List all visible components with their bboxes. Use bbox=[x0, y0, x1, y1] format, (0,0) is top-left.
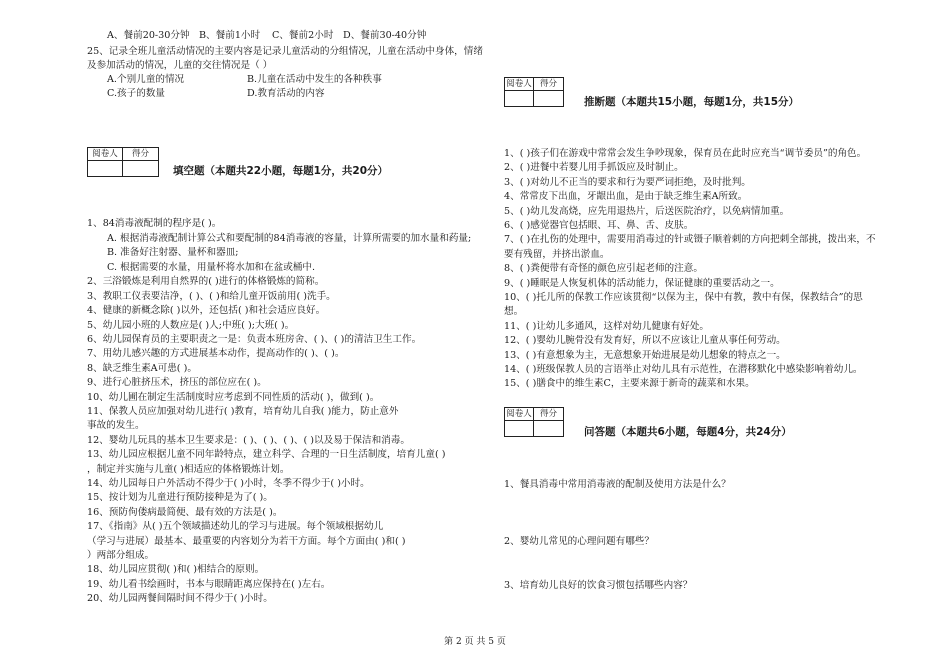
judge-q10-line1: 10、( )托儿所的保教工作应该贯彻“以保为主，保中有教，教中有保，保教结合”的思 bbox=[504, 292, 863, 303]
grader-cell[interactable] bbox=[505, 91, 534, 106]
q24-option-b: B、餐前1小时 bbox=[199, 30, 261, 41]
fill-q14: 14、幼儿园每日户外活动不得少于( )小时，冬季不得少于( )小时。 bbox=[87, 478, 370, 489]
grader-label: 阅卷人 bbox=[88, 148, 123, 161]
fill-q16: 16、预防佝偻病最简便、最有效的方法是( )。 bbox=[87, 507, 283, 518]
fill-q1-step-a: A. 根据消毒液配制计算公式和要配制的84消毒液的容量，计算所需要的加水量和药量; bbox=[107, 233, 472, 244]
judgement-section-title: 推断题（本题共15小题，每题1分，共15分） bbox=[584, 96, 800, 108]
fill-q8: 8、缺乏维生素A可患( )。 bbox=[87, 363, 197, 374]
fill-q12: 12、婴幼儿玩具的基本卫生要求是：( )、( )、( )、( )以及易于保洁和消毒。 bbox=[87, 435, 410, 446]
qa-section-title: 问答题（本题共6小题，每题4分，共24分） bbox=[584, 426, 792, 438]
q25-text-line2: 及参加活动的情况，儿童的交往情况是（ ） bbox=[87, 60, 273, 71]
q25-option-d: D.教育活动的内容 bbox=[247, 88, 325, 99]
fill-q9: 9、进行心脏挤压术，挤压的部位应在( )。 bbox=[87, 377, 267, 388]
fill-q18: 18、幼儿园应贯彻( )和( )相结合的原则。 bbox=[87, 564, 265, 575]
score-cell[interactable] bbox=[534, 91, 563, 106]
judge-q9: 9、( )睡眠是人恢复机体的活动能力，保证健康的重要活动之一。 bbox=[504, 278, 780, 289]
judge-q6: 6、( )感觉器官包括眼、耳、鼻、舌、皮肤。 bbox=[504, 220, 694, 231]
fill-q1-step-b: B. 准备好注射器、量杯和器皿; bbox=[107, 247, 239, 258]
judge-q1: 1、( )孩子们在游戏中常常会发生争吵现象，保育员在此时应充当“调节委员”的角色。 bbox=[504, 148, 867, 159]
judge-q4: 4、常常皮下出血，牙龈出血，是由于缺乏维生素A所致。 bbox=[504, 191, 748, 202]
qa-q3: 3、培育幼儿良好的饮食习惯包括哪些内容？ bbox=[504, 580, 693, 591]
q25-text-line1: 25、记录全班儿童活动情况的主要内容是记录儿童活动的分组情况，儿童在活动中身体，情绪 bbox=[87, 46, 483, 57]
fill-q7: 7、用幼儿感兴趣的方式进展基本动作，提高动作的( )、( )。 bbox=[87, 348, 345, 359]
fill-q17-line2: （学习与进展）最基本、最重要的内容划分为若干方面。每个方面由( )和( ) bbox=[87, 536, 406, 547]
judge-q7-line1: 7、( )在扎伤的处理中，需要用消毒过的针或镊子顺着刺的方向把刺全部挑，拨出来，不 bbox=[504, 234, 876, 245]
qa-score-box bbox=[504, 407, 564, 437]
fill-q6: 6、幼儿园保育员的主要职责之一是：负责本班房舍、( )、( )的清洁卫生工作。 bbox=[87, 334, 422, 345]
fill-q17-line3: ）两部分组成。 bbox=[87, 550, 155, 561]
score-cell[interactable] bbox=[534, 421, 563, 436]
fill-q13-line2: ，制定并实施与儿童( )相适应的体格锻炼计划。 bbox=[87, 464, 290, 475]
fill-q15: 15、按计划为儿童进行预防接种是为了( )。 bbox=[87, 492, 273, 503]
fill-q19: 19、幼儿看书绘画时，书本与眼睛距离应保持在( )左右。 bbox=[87, 579, 331, 590]
judge-q8: 8、( )粪便带有奇怪的颜色应引起老师的注意。 bbox=[504, 263, 703, 274]
score-label: 得分 bbox=[534, 78, 563, 91]
judge-q7-line2: 要有残留，并挤出淤血。 bbox=[504, 249, 610, 260]
score-cell[interactable] bbox=[123, 161, 158, 176]
fill-q20: 20、幼儿园两餐间隔时间不得少于( )小时。 bbox=[87, 593, 273, 604]
qa-q1: 1、餐具消毒中常用消毒液的配制及使用方法是什么？ bbox=[504, 479, 731, 490]
fill-q10: 10、幼儿圃在制定生活制度时应考虑到不同性质的活动( )，做到( )。 bbox=[87, 392, 380, 403]
fill-q4: 4、健康的新概念除( )以外，还包括( )和社会适应良好。 bbox=[87, 305, 326, 316]
score-label: 得分 bbox=[123, 148, 158, 161]
page-footer: 第 2 页 共 5 页 bbox=[444, 637, 506, 647]
judge-q12: 12、( )婴幼儿腕骨没有发育好，所以不应该让儿童从事任何劳动。 bbox=[504, 335, 786, 346]
fill-q2: 2、三浴锻炼是利用自然界的( )进行的体格锻炼的简称。 bbox=[87, 276, 325, 287]
fill-q13-line1: 13、幼儿园应根据儿童不同年龄特点，建立科学、合理的一日生活制度，培育儿童( ) bbox=[87, 449, 446, 460]
fill-q3: 3、教职工仪表要洁净，( )、( )和给儿童开饭前用( )洗手。 bbox=[87, 291, 336, 302]
fill-q17-line1: 17、《指南》从( )五个领域描述幼儿的学习与进展。每个领域根据幼儿 bbox=[87, 521, 384, 532]
judge-q14: 14、( )班级保教人员的言语举止对幼儿具有示范性，在潜移默化中感染影响着幼儿。 bbox=[504, 364, 863, 375]
judgement-score-box bbox=[504, 77, 564, 107]
q24-option-a: A、餐前20-30分钟 bbox=[107, 30, 190, 41]
judge-q2: 2、( )进餐中若婴儿用手抓饭应及时制止。 bbox=[504, 162, 684, 173]
fill-blank-score-box bbox=[87, 147, 159, 177]
grader-label: 阅卷人 bbox=[505, 408, 534, 421]
judge-q5: 5、( )幼儿发高烧，应先用退热片，后送医院治疗，以免病情加重。 bbox=[504, 206, 790, 217]
judge-q15: 15、( )膳食中的维生素C，主要来源于新奇的蔬菜和水果。 bbox=[504, 378, 755, 389]
grader-cell[interactable] bbox=[505, 421, 534, 436]
grader-cell[interactable] bbox=[88, 161, 123, 176]
q25-option-a: A.个别儿童的情况 bbox=[107, 74, 185, 85]
judge-q11: 11、( )让幼儿多通风，这样对幼儿健康有好处。 bbox=[504, 321, 710, 332]
q25-option-c: C.孩子的数量 bbox=[107, 88, 166, 99]
grader-label: 阅卷人 bbox=[505, 78, 534, 91]
qa-q2: 2、婴幼儿常见的心理问题有哪些？ bbox=[504, 536, 655, 547]
fill-q1: 1、84消毒液配制的程序是( )。 bbox=[87, 218, 222, 229]
judge-q3: 3、( )对幼儿不正当的要求和行为要严词拒绝，及时批判。 bbox=[504, 177, 751, 188]
fill-q5: 5、幼儿园小班的人数应是( )人;中班( );大班( )。 bbox=[87, 320, 295, 331]
fill-q11-line1: 11、保教人员应加强对幼儿进行( )教育，培育幼儿自我( )能力，防止意外 bbox=[87, 406, 399, 417]
fill-q1-step-c: C. 根据需要的水量，用量杯将水加和在盆或桶中. bbox=[107, 262, 316, 273]
fill-q11-line2: 事故的发生。 bbox=[87, 420, 145, 431]
judge-q10-line2: 想。 bbox=[504, 306, 524, 317]
judge-q13: 13、( )有意想象为主，无意想象开始进展是幼儿想象的特点之一。 bbox=[504, 350, 786, 361]
fill-blank-section-title: 填空题（本题共22小题，每题1分，共20分） bbox=[173, 165, 389, 177]
q25-option-b: B.儿童在活动中发生的各种秩事 bbox=[247, 74, 382, 85]
q24-option-c: C、餐前2小时 bbox=[272, 30, 334, 41]
score-label: 得分 bbox=[534, 408, 563, 421]
q24-option-d: D、餐前30-40分钟 bbox=[343, 30, 427, 41]
